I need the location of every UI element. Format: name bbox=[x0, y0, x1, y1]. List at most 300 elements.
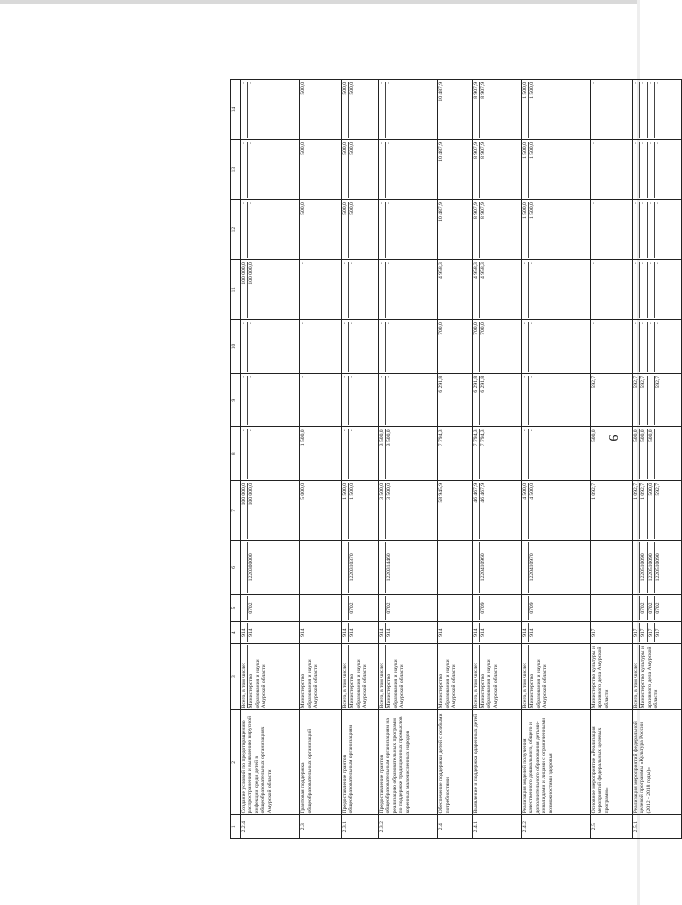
cell-line: 0702 bbox=[639, 596, 646, 621]
cell-col-3 bbox=[521, 643, 590, 709]
cell-line: 1 500,0 bbox=[521, 202, 528, 219]
cell-line bbox=[654, 429, 661, 479]
cell-col-2: Предоставление грантов общеобразовательным организациям bbox=[342, 710, 379, 815]
column-header-2: 2 bbox=[231, 710, 241, 815]
cell-line: - bbox=[241, 375, 247, 378]
cell-col-7 bbox=[632, 481, 681, 541]
cell-col-4 bbox=[241, 622, 300, 643]
cell-col-3 bbox=[590, 643, 632, 709]
cell-line: - bbox=[590, 142, 597, 144]
cell-line: - bbox=[348, 429, 355, 479]
cell-col-5 bbox=[632, 594, 681, 622]
cell-col-12 bbox=[521, 200, 590, 260]
cell-col-6 bbox=[521, 541, 590, 595]
cell-col-3 bbox=[632, 643, 681, 709]
cell-line: - bbox=[378, 142, 385, 144]
cell-line: - bbox=[247, 82, 254, 138]
cell-line: 4 958,3 bbox=[472, 262, 479, 279]
cell-col-10 bbox=[590, 320, 632, 374]
cell-col-6 bbox=[590, 541, 632, 595]
cell-line: 10 487,9 bbox=[438, 202, 445, 222]
cell-line: Всего, в том числе: bbox=[378, 662, 385, 709]
cell-col-9 bbox=[241, 373, 300, 427]
cell-line: 1220300000 bbox=[247, 542, 254, 593]
cell-col-2: Предоставление грантов общеобразовательным организациям на реализацию образовательных программ по поддержке традиционных промыслов коренных малочисленных народов bbox=[378, 710, 437, 815]
cell-line: - bbox=[654, 82, 661, 138]
cell-line: 4 958,3 bbox=[438, 262, 445, 279]
cell-line: 500,0 bbox=[348, 82, 355, 138]
cell-line: 1220510090 bbox=[639, 542, 646, 593]
cell-col-11 bbox=[300, 260, 342, 320]
table-row bbox=[342, 80, 379, 839]
cell-line: 46 467,9 bbox=[479, 483, 486, 539]
cell-col-13 bbox=[300, 140, 342, 200]
cell-col-13 bbox=[438, 140, 472, 200]
cell-col-5 bbox=[300, 594, 342, 622]
cell-col-13 bbox=[521, 140, 590, 200]
cell-line: 1220314460 bbox=[385, 542, 392, 593]
cell-line: 500,0 bbox=[342, 82, 348, 95]
cell-line: 592,7 bbox=[654, 483, 661, 539]
cell-col-14 bbox=[590, 80, 632, 140]
cell-col-14 bbox=[378, 80, 437, 140]
cell-line: - bbox=[528, 262, 535, 318]
cell-line: 1220410960 bbox=[479, 542, 486, 593]
cell-col-12 bbox=[378, 200, 437, 260]
page-number: 9 bbox=[605, 434, 620, 442]
cell-line: 8 907,9 bbox=[479, 82, 486, 138]
cell-col-11 bbox=[342, 260, 379, 320]
cell-line: - bbox=[528, 322, 535, 372]
cell-col-11 bbox=[521, 260, 590, 320]
cell-line: Министерство образования и науки Амурской области bbox=[385, 645, 405, 708]
cell-col-11 bbox=[590, 260, 632, 320]
cell-col-6 bbox=[472, 541, 521, 595]
cell-line: Всего, в том числе: bbox=[241, 662, 247, 709]
cell-line: 3 500,0 bbox=[385, 483, 392, 539]
cell-col-1: 2.2.4 bbox=[241, 815, 300, 839]
table-row bbox=[300, 80, 342, 839]
cell-col-8 bbox=[521, 427, 590, 481]
cell-line: 4 500,0 bbox=[528, 483, 535, 539]
cell-line: 592,7 bbox=[590, 375, 597, 389]
cell-col-7 bbox=[472, 481, 521, 541]
cell-line: 914 bbox=[247, 623, 254, 641]
cell-line: - bbox=[385, 376, 392, 426]
cell-line: - bbox=[348, 262, 355, 318]
cell-col-9 bbox=[472, 373, 521, 427]
cell-line: 58 945,9 bbox=[438, 483, 445, 503]
cell-col-1: 2.4 bbox=[438, 815, 472, 839]
cell-line: 500,0 bbox=[348, 202, 355, 258]
cell-col-12 bbox=[438, 200, 472, 260]
cell-line: - bbox=[521, 322, 528, 325]
column-header-9: 9 bbox=[231, 373, 241, 427]
cell-line: - bbox=[639, 262, 646, 318]
cell-line: - bbox=[528, 429, 535, 479]
header-row bbox=[231, 80, 241, 839]
cell-line: 0702 bbox=[654, 596, 661, 621]
cell-col-11 bbox=[241, 260, 300, 320]
cell-col-4 bbox=[521, 622, 590, 643]
cell-line: 917 bbox=[639, 623, 646, 641]
cell-line: 0702 bbox=[385, 596, 392, 621]
budget-table-rotated bbox=[230, 79, 682, 839]
cell-line: - bbox=[528, 376, 535, 426]
cell-line: - bbox=[521, 262, 528, 265]
cell-line: - bbox=[385, 322, 392, 372]
cell-line: - bbox=[632, 262, 639, 265]
cell-col-4 bbox=[590, 622, 632, 643]
table-row bbox=[378, 80, 437, 839]
cell-line: - bbox=[247, 202, 254, 258]
cell-line: 592,7 bbox=[632, 375, 639, 389]
cell-line: 700,0 bbox=[479, 322, 486, 372]
cell-col-10 bbox=[378, 320, 437, 374]
cell-line: - bbox=[378, 202, 385, 205]
cell-line: 8 907,9 bbox=[472, 202, 479, 219]
cell-line: - bbox=[590, 322, 597, 325]
cell-col-7 bbox=[342, 481, 379, 541]
cell-line: - bbox=[590, 82, 597, 84]
cell-line: 8 907,9 bbox=[472, 82, 479, 99]
column-header-13: 13 bbox=[231, 140, 241, 200]
cell-line: - bbox=[385, 82, 392, 138]
cell-line: - bbox=[639, 202, 646, 258]
cell-line: 917 bbox=[632, 628, 639, 637]
cell-col-8 bbox=[300, 427, 342, 481]
cell-col-12 bbox=[590, 200, 632, 260]
cell-line: - bbox=[521, 375, 528, 378]
cell-col-7 bbox=[521, 481, 590, 541]
cell-col-11 bbox=[472, 260, 521, 320]
cell-line: Министерство культуры и архивного дела Амурской области bbox=[640, 646, 659, 709]
cell-line: 500,0 bbox=[647, 483, 654, 539]
cell-line: 8 907,9 bbox=[472, 142, 479, 159]
cell-line: 1 500,0 bbox=[521, 82, 528, 99]
cell-col-14 bbox=[521, 80, 590, 140]
cell-col-10 bbox=[472, 320, 521, 374]
cell-line: 592,7 bbox=[654, 376, 661, 426]
cell-line: 1 092,7 bbox=[632, 483, 639, 500]
cell-line: Министерство образования и науки Амурской области bbox=[300, 659, 319, 709]
table-row bbox=[241, 80, 300, 839]
cell-line: Всего, в том числе: bbox=[342, 662, 348, 709]
cell-line: Министерство культуры и архивного дела Амурской области bbox=[590, 646, 610, 709]
cell-col-6 bbox=[438, 541, 472, 595]
cell-line: 914 bbox=[528, 623, 535, 641]
cell-line: - bbox=[632, 142, 639, 144]
cell-col-14 bbox=[342, 80, 379, 140]
cell-line: 100 000,0 bbox=[241, 262, 247, 285]
column-header-8: 8 bbox=[231, 427, 241, 481]
cell-col-10 bbox=[521, 320, 590, 374]
cell-col-6 bbox=[342, 541, 379, 595]
cell-line: 0702 bbox=[247, 596, 254, 621]
cell-col-7 bbox=[590, 481, 632, 541]
cell-col-13 bbox=[378, 140, 437, 200]
cell-col-2: Создание условий по предотвращению распространения и выявлению вирусной инфекции среди детей в общеобразовательных организациях Амурской области bbox=[241, 710, 300, 815]
cell-line: 592,7 bbox=[639, 376, 646, 426]
cell-col-7 bbox=[241, 481, 300, 541]
cell-line: - bbox=[378, 375, 385, 378]
cell-line: Всего, в том числе: bbox=[472, 662, 479, 709]
cell-col-10 bbox=[438, 320, 472, 374]
cell-line: 6 291,8 bbox=[438, 375, 445, 393]
cell-col-13 bbox=[472, 140, 521, 200]
cell-line: 500,0 bbox=[590, 429, 597, 442]
cell-line: - bbox=[300, 322, 307, 325]
cell-col-6 bbox=[378, 541, 437, 595]
cell-col-2: Основное мероприятие «Реализация мероприятий федеральных целевых программ» bbox=[590, 710, 632, 815]
cell-col-10 bbox=[632, 320, 681, 374]
cell-line: - bbox=[654, 202, 661, 258]
cell-line: - bbox=[647, 322, 654, 372]
cell-col-4 bbox=[378, 622, 437, 643]
cell-line: 914 bbox=[342, 628, 348, 637]
cell-line: - bbox=[639, 322, 646, 372]
cell-line: 6 291,8 bbox=[472, 375, 479, 393]
cell-col-1: 2.3.1 bbox=[342, 815, 379, 839]
cell-line: 46 467,9 bbox=[472, 483, 479, 503]
cell-line: 914 bbox=[300, 628, 307, 637]
column-header-5: 5 bbox=[231, 594, 241, 622]
cell-line: - bbox=[241, 142, 247, 144]
column-header-14: 14 bbox=[231, 80, 241, 140]
cell-col-8 bbox=[472, 427, 521, 481]
cell-line: - bbox=[342, 262, 348, 265]
cell-col-6 bbox=[632, 541, 681, 595]
cell-col-8 bbox=[378, 427, 437, 481]
cell-line: 1220310370 bbox=[348, 542, 355, 593]
cell-col-1: 2.5.1 bbox=[632, 815, 681, 839]
column-header-11: 11 bbox=[231, 260, 241, 320]
budget-table bbox=[230, 79, 682, 839]
cell-line: - bbox=[241, 82, 247, 84]
cell-line: - bbox=[647, 262, 654, 318]
cell-line: - bbox=[348, 322, 355, 372]
cell-col-4 bbox=[472, 622, 521, 643]
cell-line: 1220510090 bbox=[647, 542, 654, 593]
cell-line: 6 291,8 bbox=[479, 376, 486, 426]
cell-col-9 bbox=[632, 373, 681, 427]
cell-line: Министерство образования и науки Амурской области bbox=[479, 645, 499, 708]
cell-line: 5 000,0 bbox=[300, 483, 307, 500]
cell-col-5 bbox=[241, 594, 300, 622]
cell-col-10 bbox=[241, 320, 300, 374]
cell-line: 914 bbox=[438, 628, 445, 637]
cell-line: - bbox=[385, 262, 392, 318]
cell-line: Всего, в том числе: bbox=[632, 662, 639, 709]
cell-line: 1220410970 bbox=[528, 542, 535, 593]
cell-line: 500,0 bbox=[300, 82, 307, 95]
cell-col-8 bbox=[590, 427, 632, 481]
table-body bbox=[241, 80, 682, 839]
cell-col-2: Обеспечение поддержки детей с особыми потребностями bbox=[438, 710, 472, 815]
cell-col-1: 2.3.2 bbox=[378, 815, 437, 839]
cell-line: 0709 bbox=[528, 596, 535, 621]
cell-col-9 bbox=[342, 373, 379, 427]
cell-col-3 bbox=[438, 643, 472, 709]
cell-line: - bbox=[632, 322, 639, 325]
column-header-3: 3 bbox=[231, 643, 241, 709]
cell-line: 100 000,0 bbox=[247, 483, 254, 539]
cell-col-1: 2.3 bbox=[300, 815, 342, 839]
cell-line: 7 794,3 bbox=[479, 429, 486, 479]
cell-col-3 bbox=[378, 643, 437, 709]
cell-line: - bbox=[647, 202, 654, 258]
cell-line: 3 500,0 bbox=[378, 429, 385, 447]
cell-col-14 bbox=[438, 80, 472, 140]
cell-col-8 bbox=[342, 427, 379, 481]
cell-line: 10 487,9 bbox=[438, 82, 445, 102]
cell-line: - bbox=[632, 82, 639, 84]
cell-line: 917 bbox=[654, 623, 661, 641]
cell-line bbox=[300, 596, 306, 621]
cell-line: 500,0 bbox=[647, 429, 654, 479]
cell-line: - bbox=[300, 375, 307, 378]
cell-line: 8 907,9 bbox=[479, 142, 486, 198]
cell-col-14 bbox=[472, 80, 521, 140]
cell-col-13 bbox=[342, 140, 379, 200]
cell-col-13 bbox=[590, 140, 632, 200]
cell-col-2: Реализация мероприятий федеральной целевой программы «Культура России (2012 - 2018 годы)» bbox=[632, 710, 681, 815]
cell-line: - bbox=[241, 202, 247, 205]
cell-line bbox=[647, 376, 654, 426]
cell-col-12 bbox=[241, 200, 300, 260]
cell-line: 700,0 bbox=[472, 322, 479, 335]
table-row bbox=[590, 80, 632, 839]
cell-col-2: Реализация моделей получения качественного дошкольного, общего и дополнительного образования детьми-инвалидами и лицами с ограниченными возможностями здоровья bbox=[521, 710, 590, 815]
cell-line: 914 bbox=[479, 623, 486, 641]
cell-line bbox=[591, 542, 597, 593]
cell-line: 4 500,0 bbox=[521, 483, 528, 500]
column-header-6: 6 bbox=[231, 541, 241, 595]
cell-line: 500,0 bbox=[300, 142, 307, 155]
cell-line: - bbox=[632, 202, 639, 205]
cell-col-8 bbox=[438, 427, 472, 481]
cell-line: 1 500,0 bbox=[528, 82, 535, 138]
cell-col-12 bbox=[472, 200, 521, 260]
cell-col-9 bbox=[300, 373, 342, 427]
cell-line: 917 bbox=[647, 623, 654, 641]
cell-line bbox=[591, 596, 597, 621]
cell-col-9 bbox=[590, 373, 632, 427]
cell-col-4 bbox=[438, 622, 472, 643]
cell-line: - bbox=[348, 376, 355, 426]
cell-line: - bbox=[247, 376, 254, 426]
cell-col-14 bbox=[241, 80, 300, 140]
cell-line: - bbox=[385, 142, 392, 198]
cell-line: - bbox=[300, 262, 307, 265]
cell-line: - bbox=[247, 429, 254, 479]
cell-line: 500,0 bbox=[632, 429, 639, 442]
table-row bbox=[521, 80, 590, 839]
cell-line: 914 bbox=[378, 628, 385, 637]
cell-line: 7 794,3 bbox=[438, 429, 445, 447]
cell-line: - bbox=[241, 429, 247, 432]
cell-line: 914 bbox=[472, 628, 479, 637]
cell-col-9 bbox=[521, 373, 590, 427]
cell-line: - bbox=[342, 322, 348, 325]
cell-line: - bbox=[654, 262, 661, 318]
cell-line bbox=[438, 596, 444, 621]
cell-line: 0702 bbox=[647, 596, 654, 621]
cell-line: Всего, в том числе: bbox=[521, 662, 528, 709]
cell-line: 914 bbox=[385, 623, 392, 641]
cell-line: - bbox=[247, 322, 254, 372]
cell-line: 914 bbox=[241, 628, 247, 637]
cell-col-8 bbox=[632, 427, 681, 481]
cell-line: - bbox=[241, 322, 247, 325]
cell-line: 500,0 bbox=[342, 202, 348, 215]
cell-line: 500,0 bbox=[348, 142, 355, 198]
cell-col-11 bbox=[378, 260, 437, 320]
cell-col-10 bbox=[300, 320, 342, 374]
cell-col-12 bbox=[300, 200, 342, 260]
cell-col-13 bbox=[632, 140, 681, 200]
cell-line: 0709 bbox=[479, 596, 486, 621]
cell-col-1: 2.4.1 bbox=[472, 815, 521, 839]
cell-col-3 bbox=[241, 643, 300, 709]
cell-line: - bbox=[590, 202, 597, 205]
table-row bbox=[438, 80, 472, 839]
cell-line: - bbox=[639, 142, 646, 198]
cell-line: 1 500,0 bbox=[521, 142, 528, 159]
cell-line: Министерство образования и науки Амурской области bbox=[348, 645, 368, 708]
cell-col-8 bbox=[241, 427, 300, 481]
cell-line: 1 500,0 bbox=[528, 202, 535, 258]
cell-line: - bbox=[654, 142, 661, 198]
cell-line: 1 092,7 bbox=[639, 483, 646, 539]
cell-line: Министерство образования и науки Амурской области bbox=[438, 659, 457, 709]
cell-line: - bbox=[342, 429, 348, 432]
cell-col-7 bbox=[378, 481, 437, 541]
cell-line: - bbox=[378, 262, 385, 265]
cell-col-6 bbox=[300, 541, 342, 595]
cell-line bbox=[438, 542, 444, 593]
cell-col-5 bbox=[590, 594, 632, 622]
cell-col-3 bbox=[472, 643, 521, 709]
cell-col-5 bbox=[438, 594, 472, 622]
cell-line: - bbox=[342, 375, 348, 378]
cell-col-9 bbox=[378, 373, 437, 427]
cell-line: 1220510090 bbox=[654, 542, 661, 593]
cell-line: 1 500,0 bbox=[528, 142, 535, 198]
cell-line: - bbox=[521, 429, 528, 432]
cell-line: - bbox=[247, 142, 254, 198]
cell-col-12 bbox=[342, 200, 379, 260]
cell-col-14 bbox=[632, 80, 681, 140]
cell-col-7 bbox=[438, 481, 472, 541]
cell-line: - bbox=[654, 322, 661, 372]
cell-col-1: 2.5 bbox=[590, 815, 632, 839]
cell-line: 1 500,0 bbox=[342, 483, 348, 500]
cell-col-9 bbox=[438, 373, 472, 427]
cell-line: 917 bbox=[590, 628, 597, 637]
scan-edge-top bbox=[0, 0, 640, 4]
cell-line: 0702 bbox=[348, 596, 355, 621]
cell-col-5 bbox=[342, 594, 379, 622]
cell-line: - bbox=[378, 322, 385, 325]
cell-col-3 bbox=[300, 643, 342, 709]
cell-line: 500,0 bbox=[342, 142, 348, 155]
cell-line: 500,0 bbox=[639, 429, 646, 479]
cell-col-4 bbox=[300, 622, 342, 643]
cell-line: 914 bbox=[348, 623, 355, 641]
cell-line: - bbox=[639, 82, 646, 138]
cell-line: 1 500,0 bbox=[348, 483, 355, 539]
